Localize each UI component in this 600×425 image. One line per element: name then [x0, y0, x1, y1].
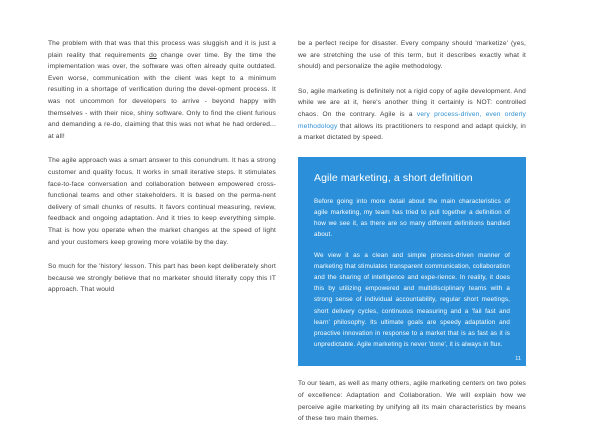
paragraph-left-2: The agile approach was a smart answer to this conundrum. It has a strong customer and quality focus. It works in small iterative steps. It stimulates face-to-face conversation and collaboration between empowered cross-functional teams and other stakeholders. It is based on the perma-nent delivery of small chunks of results. It favors continual measuring, review, feedback and ongoing adaptation. And it tries to keep everything simple. That is how you operate when the market changes at the speed of light and your customers keep growing more volatile by the day.	[48, 157, 276, 246]
agile-methodology-link[interactable]: very process-driven, even orderly methodology	[298, 110, 526, 130]
right-column	[298, 38, 526, 425]
paragraph-right-2-tail: that allows its practitioners to respond and adapt quickly, in a market dictated by speed.	[298, 122, 526, 142]
callout-title: Agile marketing, a short definition	[314, 171, 473, 184]
underlined-text: do	[149, 51, 157, 59]
callout-paragraph-1: Before going into more detail about the main characteristics of agile marketing, my team has tried to pull together a definition of how we see it, as there are so many different definitions bandied about.	[314, 197, 510, 239]
paragraph-right-2	[298, 86, 526, 144]
page-number: 11	[515, 356, 521, 363]
callout-paragraph-2: We view it as a clean and simple process-driven manner of marketing that stimulates transparent communication, collaboration and the sharing of intelligence and expe-rience. In reality, it does this by utilizing empowered and multidisciplinary teams with a strong sense of individual accountability, regular short meetings, short delivery cycles, continuous measuring and a 'fail fast and learn' philosophy. Its ultimate goals are speedy adaptation and proactive innovation in response to a market that is as fast as it is unpredictable. Agile marketing is never 'done', it is always in flux.	[314, 251, 510, 349]
paragraph-left-1: The problem with that was that this process was sluggish and it is just a plain reality that requirements do change over time. By the time the implementation was over, the software was often already quite outdated. Even worse, communication with the client was kept to a minimum resulting in a shortage of verification during the devel-opment process. It was not uncommon for developers to arrive - beyond happy with themselves - with their nice, shiny software. Only to find the client furious and demanding a re-do, claiming that this was not what he had ordered... at all!	[48, 40, 276, 140]
paragraph-right-3: To our team, as well as many others, agile marketing centers on two poles of excellence: Adaptation and Collaboration. We will explain how we perceive agile marketing by unifying all its main characteristics by means of these two main themes.	[298, 380, 526, 423]
callout-box-agile-definition	[298, 157, 526, 367]
paragraph-right-2-lead: So, agile marketing is definitely not a rigid copy of agile development. And while we are at it, here's another thing it certainly is NOT: controlled chaos. On the contrary. Agile is a	[298, 87, 526, 118]
paragraph-left-3: So much for the 'history' lesson. This part has been kept deliberately short because we strongly believe that no marketer should literally copy this IT approach. That would	[48, 263, 276, 294]
paragraph-right-1: be a perfect recipe for disaster. Every company should 'marketize' (yes, we are stretching the use of this term, but it describes exactly what it should) and personalize the agile methodology.	[298, 40, 526, 71]
left-column	[48, 38, 276, 425]
two-column-layout	[0, 38, 600, 425]
